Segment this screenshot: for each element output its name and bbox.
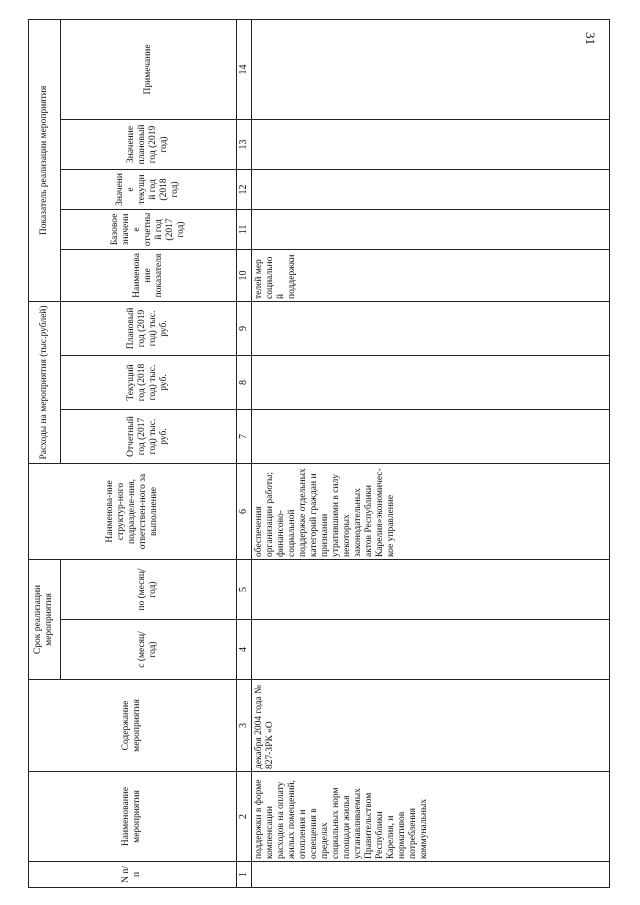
col-num: 4 xyxy=(236,620,251,680)
page-number: 31 xyxy=(583,32,598,45)
rotated-table-container xyxy=(28,20,610,888)
cell-report xyxy=(251,409,609,463)
header-content: Содержание мероприятия xyxy=(29,680,237,772)
cell-current xyxy=(251,355,609,409)
header-responsible: Наименова-ние структур-ного подразделе-ния, ответствен-ного за выполнение xyxy=(29,463,237,559)
header-plan: Плановый год (2019 год) тыс. руб. xyxy=(60,301,236,355)
measures-table xyxy=(28,19,610,888)
col-num: 7 xyxy=(236,409,251,463)
cell-ind-name: телей мер социальной поддержки xyxy=(251,249,609,301)
header-from: с (месяц/ год) xyxy=(60,620,236,680)
cell-ind-base xyxy=(251,209,609,249)
col-num: 1 xyxy=(236,862,251,888)
cell-plan xyxy=(251,301,609,355)
table-row xyxy=(251,19,609,887)
cell-note xyxy=(251,19,609,119)
cell-n xyxy=(251,862,609,888)
col-num: 8 xyxy=(236,355,251,409)
header-report: Отчетный год (2017 год) тыс. руб. xyxy=(60,409,236,463)
header-ind-current: Значение текущий год (2018 год) xyxy=(60,169,236,209)
header-current: Текущий год (2018 год) тыс. руб. xyxy=(60,355,236,409)
col-num: 6 xyxy=(236,463,251,559)
header-ind-plan: Значение плановый год (2019 год) xyxy=(60,119,236,169)
header-ind-base: Базовое значение отчетный год (2017 год) xyxy=(60,209,236,249)
header-expenses: Расходы на мероприятия (тыс.рублей) xyxy=(29,301,61,463)
cell-ind-plan xyxy=(251,119,609,169)
col-num: 14 xyxy=(236,19,251,119)
header-to: по (месяц/ год) xyxy=(60,559,236,619)
header-note: Примечание xyxy=(60,19,236,119)
col-num: 12 xyxy=(236,169,251,209)
header-ind-name: Наименование показателя xyxy=(60,249,236,301)
col-num: 2 xyxy=(236,772,251,862)
col-num: 5 xyxy=(236,559,251,619)
col-num: 10 xyxy=(236,249,251,301)
cell-to xyxy=(251,559,609,619)
col-num: 9 xyxy=(236,301,251,355)
cell-name: поддержки в форме компенсации расходов на оплату жилых помещений, отопления и освещения в пределах социальных норм площади жилья устанавливаемых Правительством Республики Карелия, и нормативов потребления коммунальных xyxy=(251,772,609,862)
cell-from xyxy=(251,620,609,680)
header-indicator: Показатель реализации мероприятия xyxy=(29,19,61,301)
header-name: Наименование мероприятия xyxy=(29,772,237,862)
col-num: 11 xyxy=(236,209,251,249)
cell-ind-current xyxy=(251,169,609,209)
col-num: 13 xyxy=(236,119,251,169)
header-n: N п/п xyxy=(29,862,237,888)
cell-responsible: обеспечения организации работы; финансово-социальной поддержке отдельных категорий граждан и признании утратившими в силу некоторых законодательных актов Республики Карелия»экономичес-кое управление xyxy=(251,463,609,559)
header-period: Срок реализации мероприятия xyxy=(29,559,61,679)
column-numbers-row xyxy=(236,19,251,887)
cell-content: декабря 2004 года № 827-ЗРК «О xyxy=(251,680,609,772)
col-num: 3 xyxy=(236,680,251,772)
